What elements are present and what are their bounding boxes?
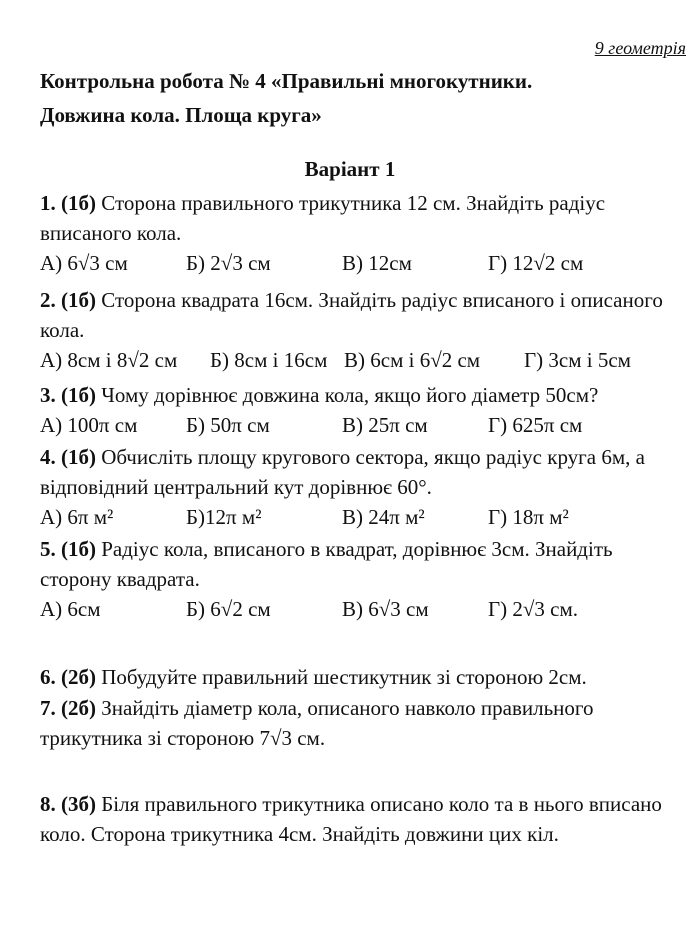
answer-a: А) 6π м² [40, 505, 114, 529]
question-8 [40, 789, 680, 849]
question-2-answers [40, 345, 680, 375]
question-8-number: 8. (3б) [40, 792, 96, 816]
title-line-2: Довжина кола. Площа круга» [40, 103, 322, 127]
answer-c: В) 6см і 6√2 см [344, 348, 481, 372]
question-6-text: Побудуйте правильний шестикутник зі стороною 2см. [101, 665, 587, 689]
question-1-number: 1. (1б) [40, 191, 96, 215]
question-7-number: 7. (2б) [40, 696, 96, 720]
question-8-text: Біля правильного трикутника описано коло та в нього вписано коло. Сторона трикутника 4см. Знайдіть довжини цих кіл. [40, 792, 662, 846]
answer-d: Г) 12√2 см [488, 251, 584, 275]
answer-a: А) 6√3 см [40, 251, 128, 275]
test-title [40, 64, 680, 132]
question-2-number: 2. (1б) [40, 288, 96, 312]
answer-b: Б) 2√3 см [186, 251, 271, 275]
answer-c: В) 24π м² [342, 505, 425, 529]
answer-b: Б)12π м² [186, 505, 262, 529]
question-7 [40, 693, 680, 753]
answer-a: А) 8см і 8√2 см [40, 348, 178, 372]
question-1 [40, 188, 680, 278]
answer-c: В) 25π см [342, 413, 428, 437]
answer-a: А) 6см [40, 597, 101, 621]
question-7-text: Знайдіть діаметр кола, описаного навколо правильного трикутника зі стороною 7√3 см. [40, 696, 594, 750]
answer-a: А) 100π см [40, 413, 138, 437]
answer-c: В) 6√3 см [342, 597, 429, 621]
answer-d: Г) 18π м² [488, 505, 569, 529]
answer-d: Г) 2√3 см. [488, 597, 579, 621]
question-3-number: 3. (1б) [40, 383, 96, 407]
answer-d: Г) 625π см [488, 413, 583, 437]
question-4-answers [40, 502, 680, 532]
question-6-number: 6. (2б) [40, 665, 96, 689]
variant-heading: Варіант 1 [304, 157, 396, 181]
answer-c: В) 12см [342, 251, 412, 275]
question-5-number: 5. (1б) [40, 537, 96, 561]
answer-b: Б) 50π см [186, 413, 270, 437]
question-1-text: Сторона правильного трикутника 12 см. Знайдіть радіус вписаного кола. [40, 191, 606, 245]
question-1-answers [40, 248, 680, 278]
question-5 [40, 534, 680, 624]
question-2 [40, 285, 680, 375]
answer-d: Г) 3см і 5см [524, 348, 631, 372]
question-4 [40, 442, 680, 532]
question-3 [40, 380, 680, 440]
answer-b: Б) 6√2 см [186, 597, 271, 621]
question-4-text: Обчисліть площу кругового сектора, якщо радіус круга 6м, а відповідний центральний кут дорівнює 60°. [40, 445, 645, 499]
question-5-text: Радіус кола, вписаного в квадрат, дорівнює 3см. Знайдіть сторону квадрата. [40, 537, 613, 591]
question-3-text: Чому дорівнює довжина кола, якщо його діаметр 50см? [101, 383, 599, 407]
question-6 [40, 662, 680, 692]
answer-b: Б) 8см і 16см [210, 348, 328, 372]
subject-label: 9 геометрія [594, 38, 686, 58]
question-2-text: Сторона квадрата 16см. Знайдіть радіус вписаного і описаного кола. [40, 288, 663, 342]
question-3-answers [40, 410, 680, 440]
question-5-answers [40, 594, 680, 624]
title-line-1: Контрольна робота № 4 «Правильні многокутники. [40, 69, 533, 93]
question-4-number: 4. (1б) [40, 445, 96, 469]
